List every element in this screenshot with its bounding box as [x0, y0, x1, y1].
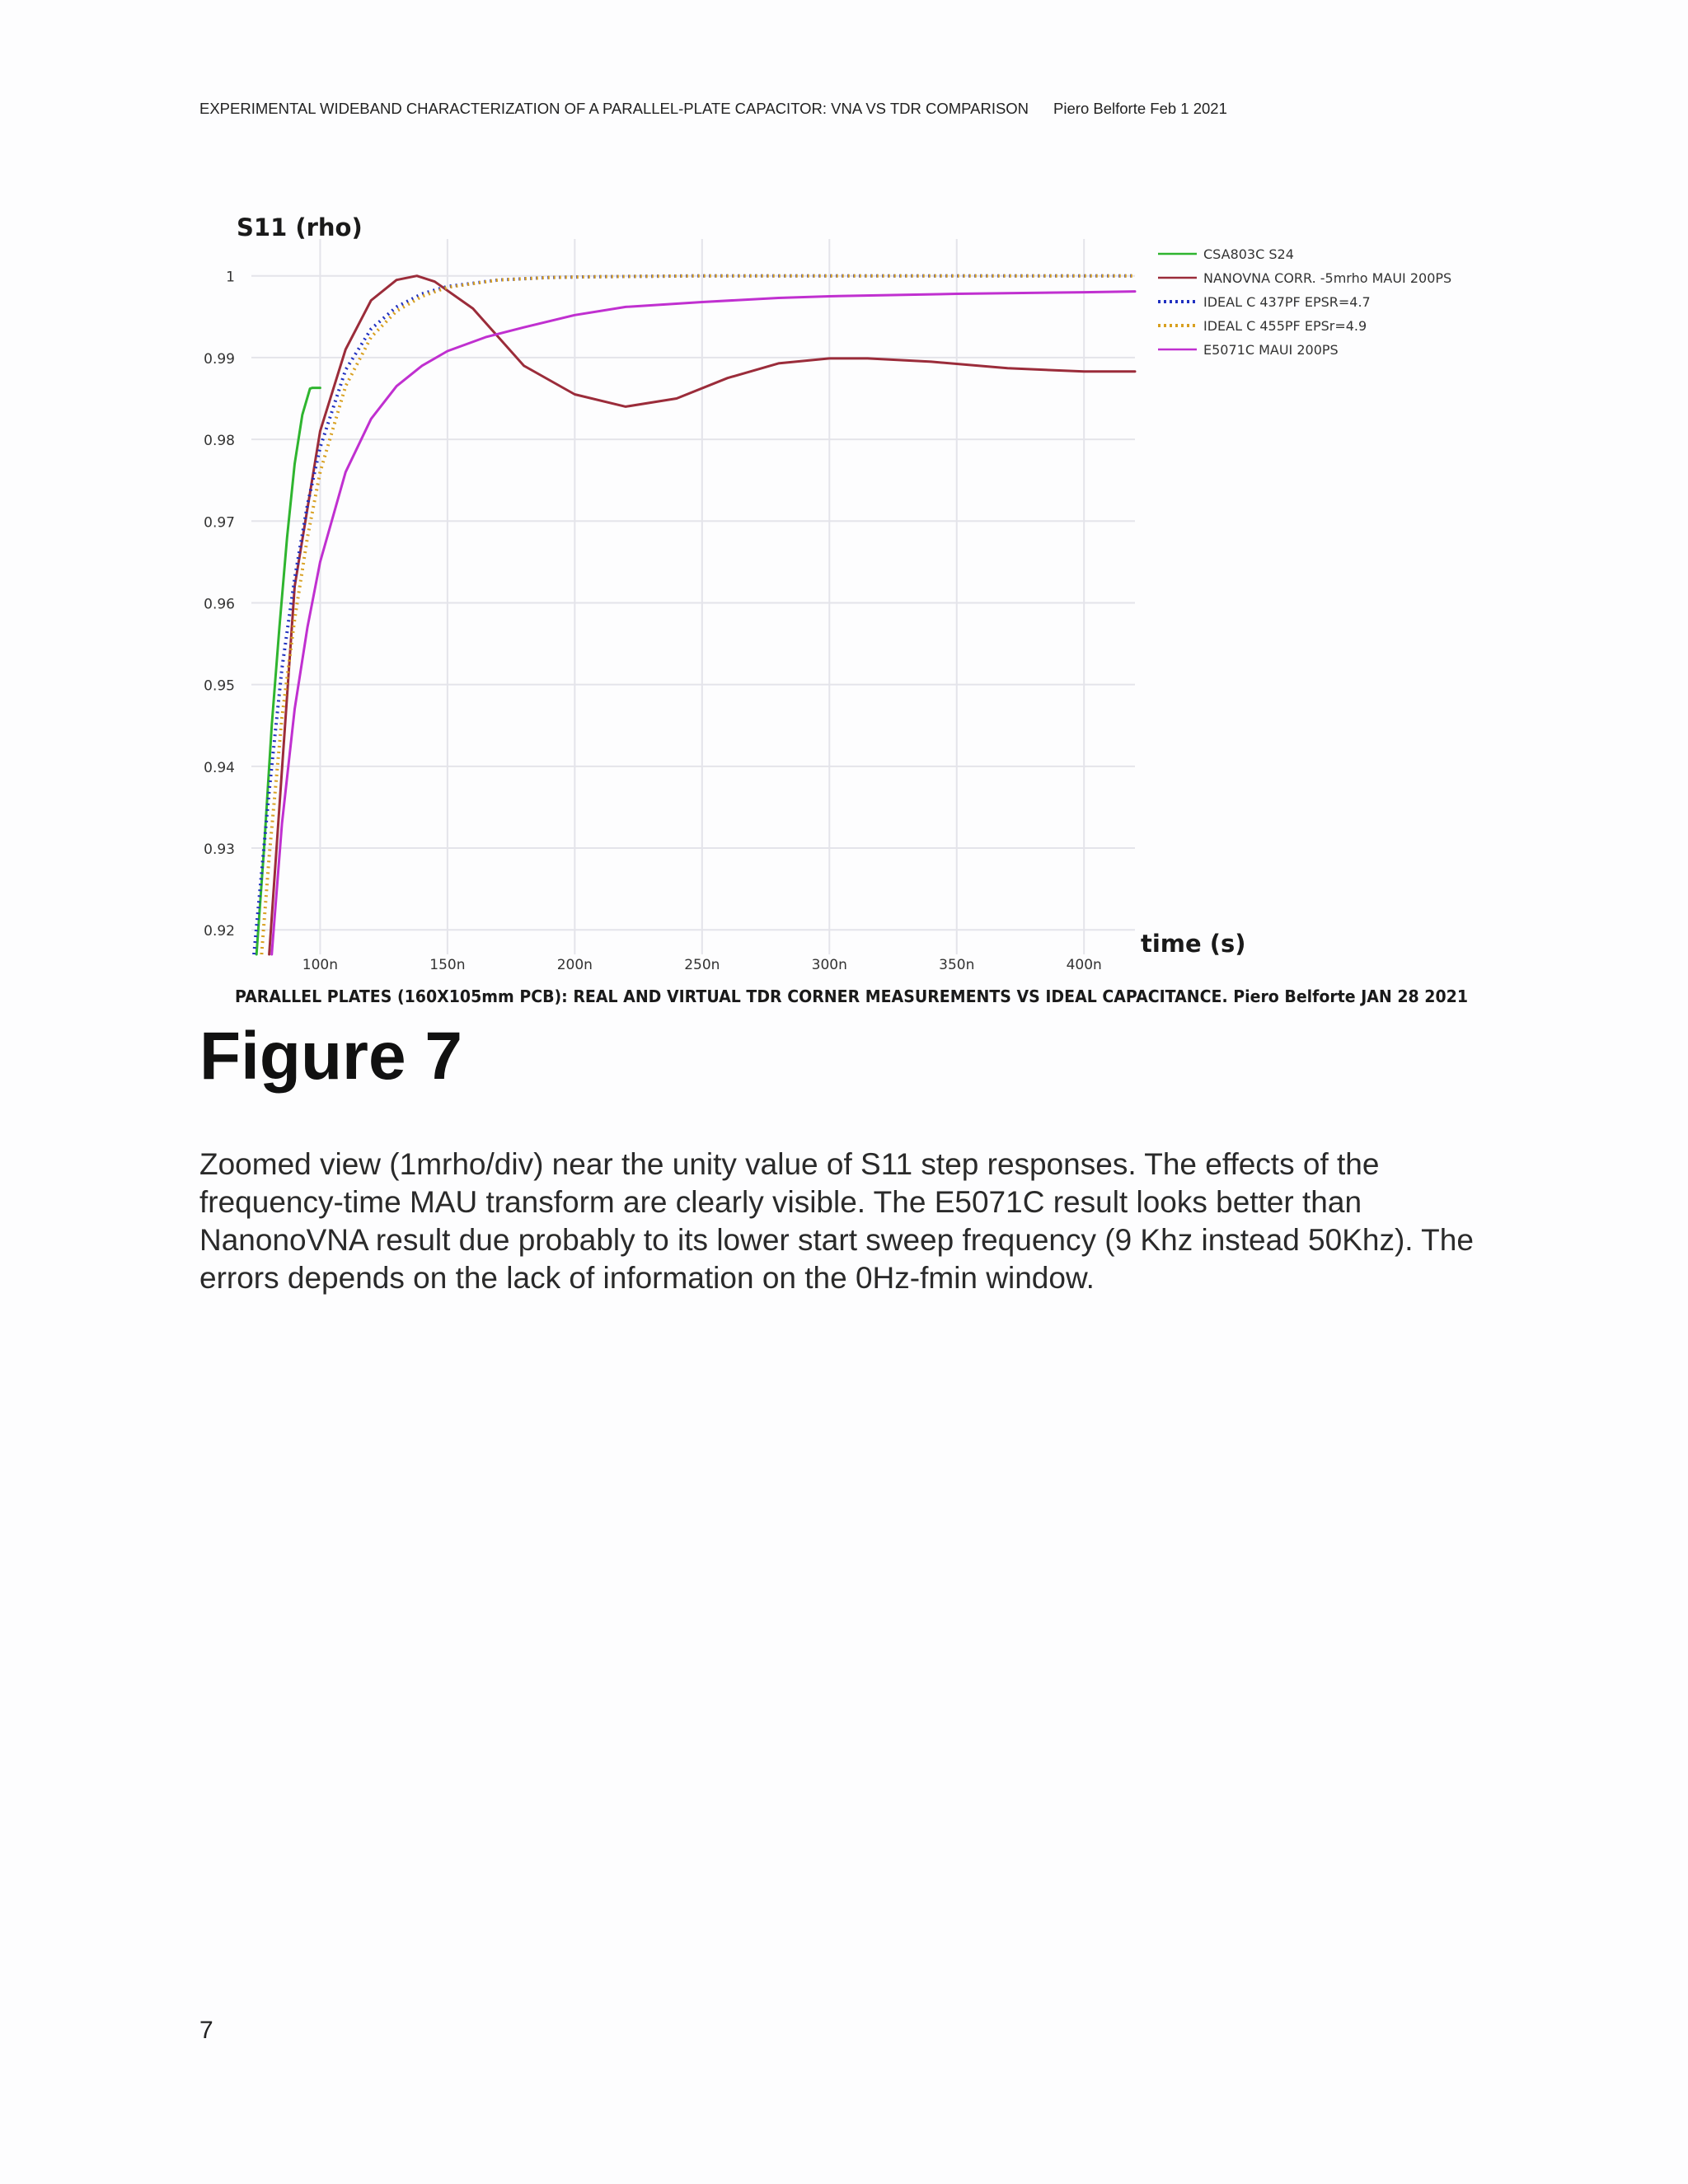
y-tick-label: 0.97 [204, 514, 235, 532]
x-tick-label: 200n [556, 957, 593, 973]
legend-label: IDEAL C 455PF EPSr=4.9 [1203, 318, 1367, 334]
chart-legend [1158, 246, 1451, 358]
chart-series [254, 276, 1135, 954]
figure-caption-in-image: PARALLEL PLATES (160X105mm PCB): REAL AND VIRTUAL TDR CORNER MEASUREMENTS VS IDEAL CAPACITANCE. Piero Belforte JAN 28 2021 [235, 987, 1468, 1006]
x-tick-label: 350n [939, 957, 975, 973]
y-tick-label: 0.98 [204, 433, 235, 450]
running-head-title: EXPERIMENTAL WIDEBAND CHARACTERIZATION OF A PARALLEL-PLATE CAPACITOR: VNA VS TDR COMPARISON [199, 100, 1029, 117]
y-tick-label: 0.93 [204, 841, 235, 859]
x-tick-label: 250n [684, 957, 720, 973]
y-tick-label: 0.99 [204, 350, 235, 368]
x-axis-label: time (s) [1141, 930, 1246, 958]
legend-label: CSA803C S24 [1203, 246, 1294, 262]
y-tick-label: 0.96 [204, 596, 235, 613]
x-tick-label: 300n [811, 957, 847, 973]
x-tick-label: 150n [429, 957, 466, 973]
figure-description: Zoomed view (1mrho/div) near the unity value of S11 step responses. The effects of the frequency-time MAU transform are clearly visible. The E5071C result looks better than NanonoVNA result due probably to its lower start sweep frequency (9 Khz instead 50Khz). The errors depends on the lack of information on the 0Hz-fmin window. [199, 1147, 1474, 1295]
legend-label: NANOVNA CORR. -5mrho MAUI 200PS [1203, 270, 1452, 286]
y-tick-label: 0.95 [204, 677, 235, 695]
x-tick-label: 400n [1066, 957, 1102, 973]
running-head-author: Piero Belforte Feb 1 2021 [1053, 100, 1227, 117]
series-line [272, 292, 1135, 954]
figure-title: Figure 7 [199, 1019, 462, 1094]
chart-grid [251, 239, 1135, 954]
legend-label: E5071C MAUI 200PS [1203, 342, 1339, 358]
y-tick-label: 0.92 [204, 923, 235, 940]
x-tick-label: 100n [302, 957, 339, 973]
y-axis-label: S11 (rho) [237, 213, 363, 241]
figure-chart [0, 0, 1688, 1014]
y-tick-label: 1 [226, 269, 235, 286]
legend-label: IDEAL C 437PF EPSR=4.7 [1203, 294, 1371, 310]
series-line [254, 276, 1135, 954]
series-line [261, 276, 1135, 954]
page-number: 7 [199, 2017, 213, 2044]
y-tick-label: 0.94 [204, 759, 235, 776]
